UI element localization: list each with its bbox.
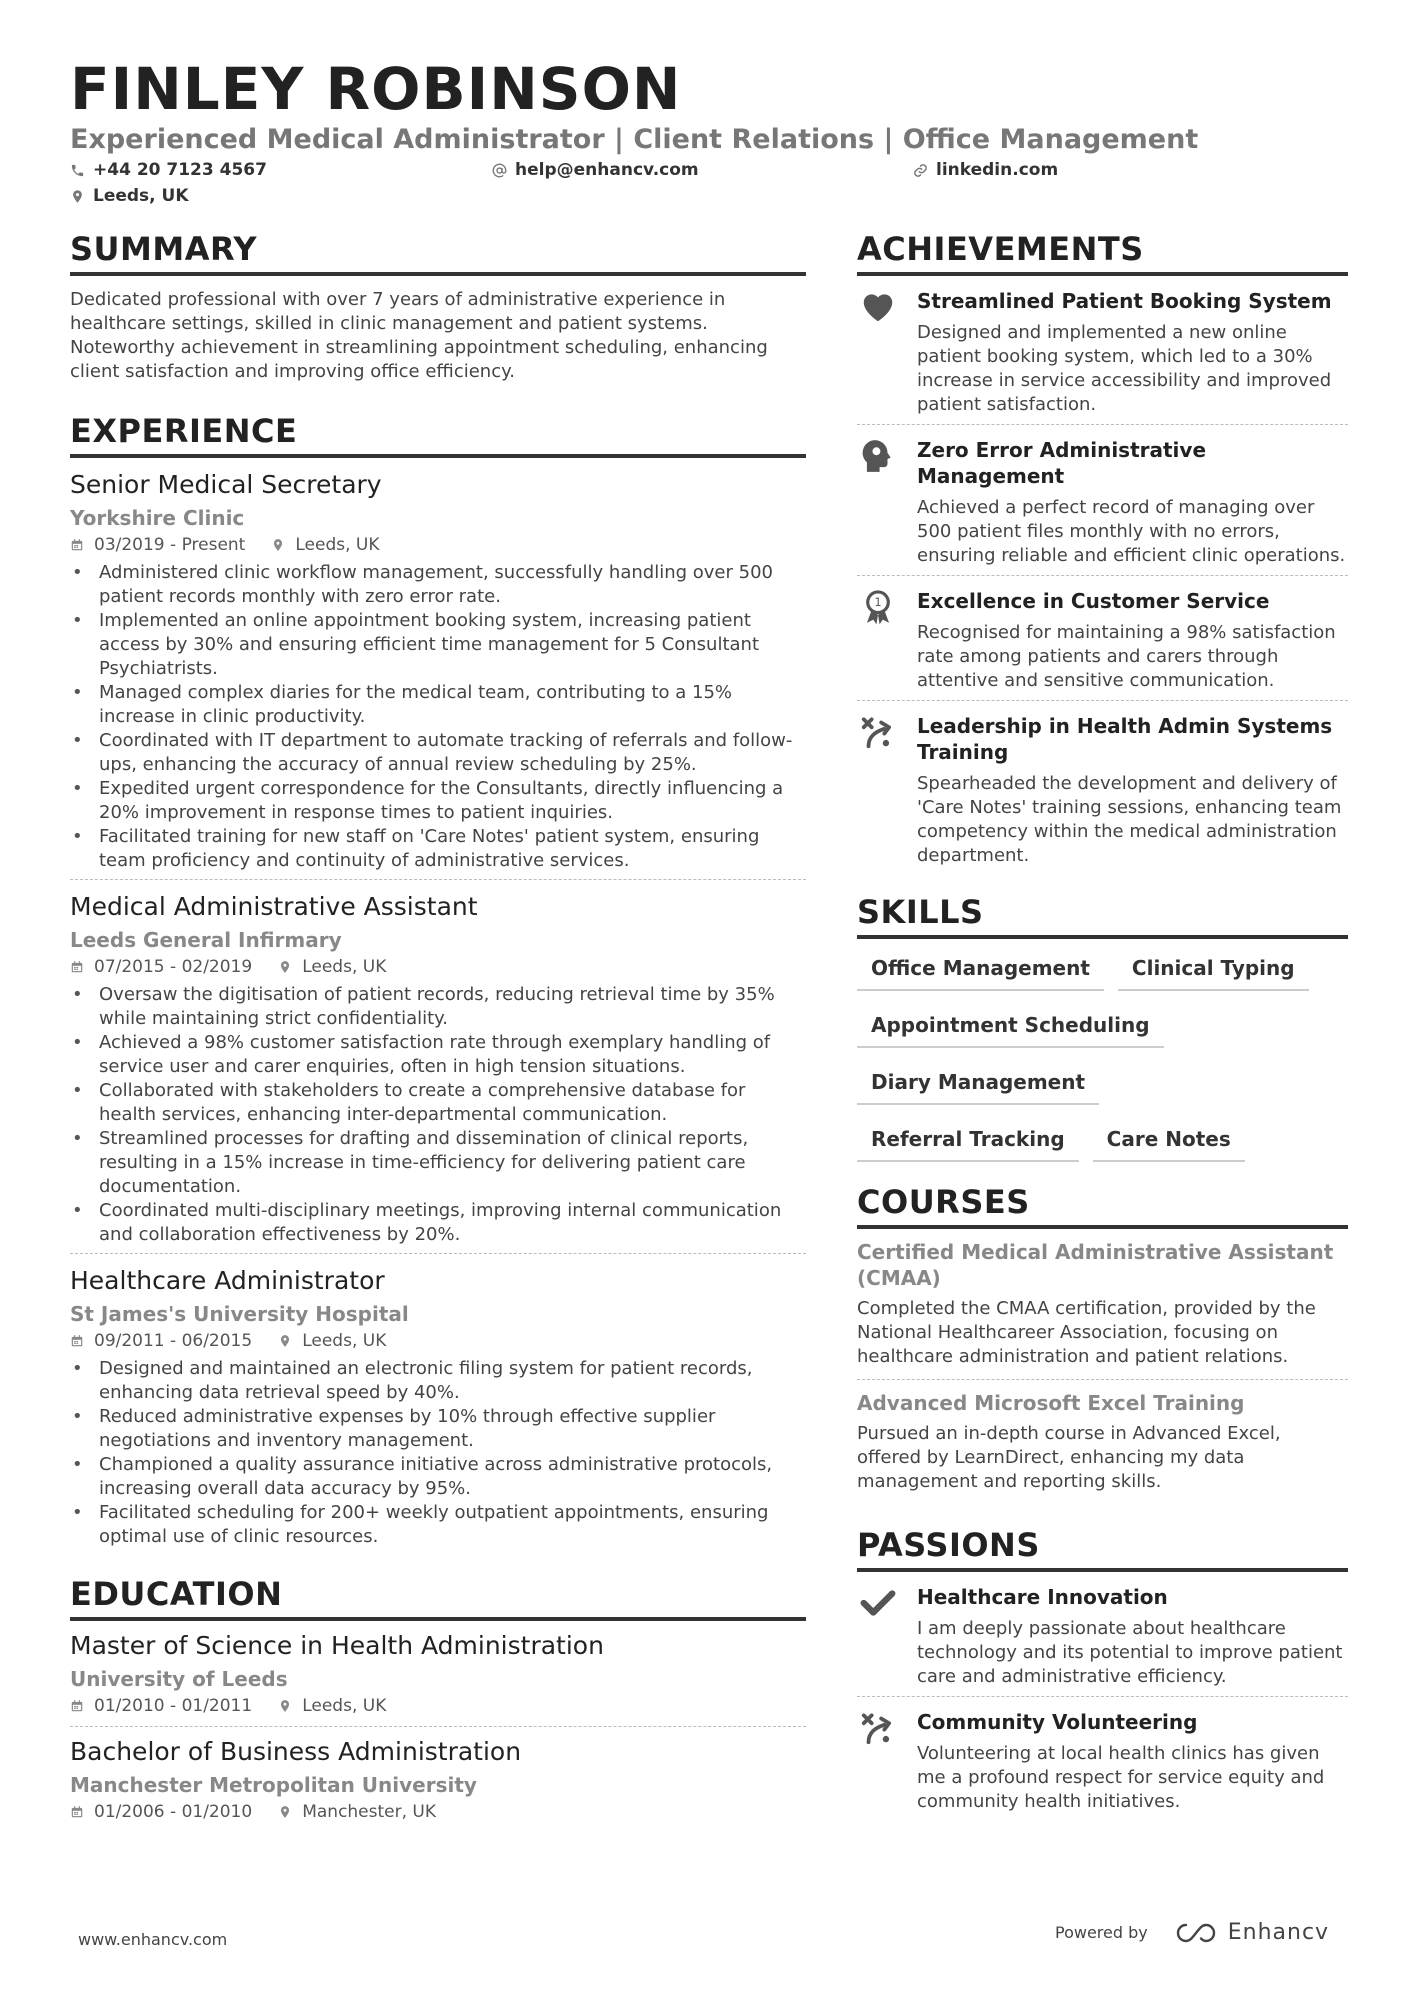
date-text: 01/2010 - 01/2011	[94, 1696, 253, 1716]
education-entry	[70, 1726, 806, 1832]
passion-item-description: Volunteering at local health clinics has given me a profound respect for service equity and community health initiatives.	[917, 1743, 1325, 1812]
job-location	[278, 955, 386, 979]
bullet-item: • Facilitated training for new staff on 'Care Notes' patient system, ensuring team proficiency and continuity of administrative services.	[70, 825, 806, 873]
calendar-icon	[70, 1805, 94, 1819]
location-pin-icon-svg	[278, 1334, 292, 1348]
date-text: 09/2011 - 06/2015	[94, 1331, 253, 1351]
location-pin-icon-svg	[278, 960, 292, 974]
contact-email	[492, 160, 699, 180]
at-icon	[492, 163, 507, 178]
calendar-icon	[70, 960, 94, 974]
footer-website[interactable]: www.enhancv.com	[78, 1930, 228, 1949]
skills-section	[857, 891, 1348, 1179]
degree-title: Bachelor of Business Administration	[70, 1737, 522, 1766]
strategy-icon	[859, 1709, 897, 1814]
achievement-item-description: Recognised for maintaining a 98% satisfaction rate among patients and carers through attentive and sensitive communication.	[917, 622, 1336, 691]
location-pin-icon	[70, 189, 85, 204]
icon-wrapper	[857, 1584, 917, 1689]
location-pin-icon	[278, 1805, 302, 1819]
summary-section	[70, 228, 806, 384]
contact-phone	[70, 160, 267, 180]
date-location-row	[70, 533, 806, 557]
passion-item-title: Community Volunteering	[917, 1710, 1198, 1734]
achievement-bullets	[70, 561, 806, 873]
job-location	[278, 1800, 436, 1824]
location-text: Leeds, UK	[93, 186, 189, 206]
passion-item-body	[917, 1709, 1348, 1814]
enhancv-logo-icon	[1174, 1921, 1220, 1945]
degree-title: Master of Science in Health Administration	[70, 1631, 604, 1660]
passion-item	[857, 1696, 1348, 1821]
skill-tag: Office Management	[857, 951, 1104, 991]
company-name: Leeds General Infirmary	[70, 928, 342, 952]
bullet-item: • Achieved a 98% customer satisfaction rate through exemplary handling of service user and carer enquiries, often in high tension situations.	[70, 1031, 806, 1079]
heart-icon-svg	[859, 288, 897, 326]
location-pin-icon	[278, 1699, 302, 1713]
strategy-icon-svg	[859, 713, 897, 751]
achievements-heading: ACHIEVEMENTS	[857, 228, 1348, 276]
icon-wrapper	[857, 288, 917, 417]
skill-tag: Diary Management	[857, 1065, 1099, 1105]
candidate-name: FINLEY ROBINSON	[70, 55, 682, 123]
bullet-item: • Facilitated scheduling for 200+ weekly outpatient appointments, ensuring optimal use of clinic resources.	[70, 1501, 806, 1549]
achievement-bullets	[70, 1357, 806, 1549]
experience-entry	[70, 879, 806, 1253]
strategy-icon-svg	[859, 1709, 897, 1747]
education-heading: EDUCATION	[70, 1573, 806, 1621]
company-name: St James's University Hospital	[70, 1302, 409, 1326]
education-section	[70, 1573, 806, 1832]
location-pin-icon	[271, 538, 295, 552]
checkmark-icon-svg	[859, 1584, 897, 1622]
icon-wrapper	[857, 713, 917, 868]
course-entry	[857, 1229, 1348, 1379]
skills-list	[857, 951, 1348, 1179]
achievement-item-title: Leadership in Health Admin Systems Training	[917, 714, 1333, 764]
date-text: 01/2006 - 01/2010	[94, 1802, 253, 1822]
course-description: Completed the CMAA certification, provided by the National Healthcareer Association, focusing on healthcare administration and patient relations.	[857, 1298, 1316, 1367]
school-name: Manchester Metropolitan University	[70, 1773, 477, 1797]
bullet-item: • Coordinated with IT department to automate tracking of referrals and follow-ups, enhancing the accuracy of annual review scheduling by 25%.	[70, 729, 806, 777]
email-link[interactable]: help@enhancv.com	[515, 160, 699, 180]
calendar-icon	[70, 1699, 94, 1713]
achievement-item-body	[917, 288, 1348, 417]
candidate-headline: Experienced Medical Administrator | Client Relations | Office Management	[70, 124, 1199, 155]
location-text: Leeds, UK	[295, 535, 380, 555]
calendar-icon-svg	[70, 1699, 84, 1713]
bullet-item: • Implemented an online appointment booking system, increasing patient access by 30% and ensuring efficient time management for 5 Consultant Psychiatrists.	[70, 609, 806, 681]
job-location	[271, 533, 379, 557]
skill-tag: Referral Tracking	[857, 1122, 1079, 1162]
experience-entry	[70, 1253, 806, 1555]
passion-item-body	[917, 1584, 1348, 1689]
achievement-item-description: Spearheaded the development and delivery of 'Care Notes' training sessions, enhancing team competency within the medical administration department.	[917, 773, 1342, 866]
education-entry	[70, 1621, 806, 1726]
calendar-icon-svg	[70, 538, 84, 552]
location-pin-icon	[278, 1334, 302, 1348]
enhancv-logo[interactable]	[1174, 1920, 1329, 1945]
achievement-item	[857, 575, 1348, 700]
passion-item-description: I am deeply passionate about healthcare technology and its potential to improve patient care and administrative efficiency.	[917, 1618, 1343, 1687]
school-name: University of Leeds	[70, 1667, 288, 1691]
icon-wrapper	[857, 1709, 917, 1814]
strategy-icon	[859, 713, 897, 868]
achievement-item	[857, 424, 1348, 575]
location-pin-icon	[278, 960, 302, 974]
date-range	[70, 533, 245, 557]
experience-list	[70, 458, 806, 1555]
bullet-item: • Managed complex diaries for the medical team, contributing to a 15% increase in clinic productivity.	[70, 681, 806, 729]
location-pin-icon-svg	[278, 1699, 292, 1713]
bullet-item: • Collaborated with stakeholders to create a comprehensive database for health services, enhancing inter-departmental communication.	[70, 1079, 806, 1127]
checkmark-icon	[859, 1584, 897, 1689]
icon-wrapper	[857, 588, 917, 693]
location-text: Leeds, UK	[302, 1696, 387, 1716]
job-location	[278, 1694, 386, 1718]
head-icon-svg	[859, 437, 897, 475]
courses-list	[857, 1229, 1348, 1504]
right-column	[857, 228, 1348, 1821]
passion-item	[857, 1572, 1348, 1696]
skill-tag: Care Notes	[1093, 1122, 1245, 1162]
phone-text: +44 20 7123 4567	[93, 160, 267, 180]
date-location-row	[70, 1329, 806, 1353]
calendar-icon	[70, 538, 94, 552]
experience-heading: EXPERIENCE	[70, 410, 806, 458]
passions-section	[857, 1524, 1348, 1821]
job-title: Healthcare Administrator	[70, 1266, 385, 1295]
location-text: Leeds, UK	[302, 957, 387, 977]
date-text: 07/2015 - 02/2019	[94, 957, 253, 977]
achievement-bullets	[70, 983, 806, 1247]
skill-tag: Clinical Typing	[1118, 951, 1309, 991]
company-name: Yorkshire Clinic	[70, 506, 245, 530]
date-range	[70, 1800, 252, 1824]
date-range	[70, 1329, 252, 1353]
job-title: Medical Administrative Assistant	[70, 892, 478, 921]
courses-heading: COURSES	[857, 1181, 1348, 1229]
calendar-icon-svg	[70, 1334, 84, 1348]
experience-entry	[70, 458, 806, 879]
achievement-item-body	[917, 588, 1348, 693]
location-pin-icon-svg	[271, 538, 285, 552]
calendar-icon-svg	[70, 960, 84, 974]
bullet-item: • Streamlined processes for drafting and dissemination of clinical reports, resulting in a 15% increase in time-efficiency for delivering patient care documentation.	[70, 1127, 806, 1199]
achievement-item	[857, 700, 1348, 875]
heart-icon	[859, 288, 897, 417]
date-location-row	[70, 1694, 806, 1718]
skill-tag: Appointment Scheduling	[857, 1008, 1164, 1048]
award-icon-svg	[859, 588, 897, 626]
job-location	[278, 1329, 386, 1353]
bullet-item: • Designed and maintained an electronic filing system for patient records, enhancing data retrieval speed by 40%.	[70, 1357, 806, 1405]
achievement-item-description: Designed and implemented a new online patient booking system, which led to a 30% increase in service accessibility and improved patient satisfaction.	[917, 322, 1332, 415]
achievement-item-title: Zero Error Administrative Management	[917, 438, 1207, 488]
course-title: Certified Medical Administrative Assistant (CMAA)	[857, 1240, 1334, 1290]
powered-by-text: Powered by	[1055, 1923, 1148, 1942]
location-pin-icon-svg	[278, 1805, 292, 1819]
experience-section	[70, 410, 806, 1555]
courses-section	[857, 1181, 1348, 1504]
course-title: Advanced Microsoft Excel Training	[857, 1391, 1245, 1415]
skills-heading: SKILLS	[857, 891, 1348, 939]
achievement-item-body	[917, 437, 1348, 568]
bullet-item: • Reduced administrative expenses by 10% through effective supplier negotiations and inventory management.	[70, 1405, 806, 1453]
achievements-list	[857, 276, 1348, 875]
link-icon	[913, 163, 928, 178]
achievement-item-description: Achieved a perfect record of managing over 500 patient files monthly with no errors, ensuring reliable and efficient clinic operations.	[917, 497, 1346, 566]
passion-item-title: Healthcare Innovation	[917, 1585, 1168, 1609]
summary-heading: SUMMARY	[70, 228, 806, 276]
date-location-row	[70, 955, 806, 979]
date-range	[70, 1694, 252, 1718]
education-list	[70, 1621, 806, 1832]
passions-list	[857, 1572, 1348, 1821]
achievements-section	[857, 228, 1348, 875]
head-icon	[859, 437, 897, 568]
achievement-item-body	[917, 713, 1348, 868]
calendar-icon	[70, 1334, 94, 1348]
bullet-item: • Expedited urgent correspondence for the Consultants, directly influencing a 20% improvement in response times to patient inquiries.	[70, 777, 806, 825]
course-description: Pursued an in-depth course in Advanced Excel, offered by LearnDirect, enhancing my data management and reporting skills.	[857, 1423, 1281, 1492]
date-range	[70, 955, 252, 979]
achievement-item-title: Streamlined Patient Booking System	[917, 289, 1332, 313]
passions-heading: PASSIONS	[857, 1524, 1348, 1572]
footer-branding	[1055, 1920, 1329, 1945]
bullet-item: • Coordinated multi-disciplinary meetings, improving internal communication and collaboration effectiveness by 20%.	[70, 1199, 806, 1247]
location-text: Leeds, UK	[302, 1331, 387, 1351]
achievement-item	[857, 276, 1348, 424]
icon-wrapper	[857, 437, 917, 568]
summary-text: Dedicated professional with over 7 years of administrative experience in healthcare settings, skilled in clinic management and patient systems. Noteworthy achievement in streamlining appointment scheduling, enhancing client satisfaction and improving office efficiency.	[70, 289, 768, 382]
left-column	[70, 228, 806, 1832]
bullet-item: • Administered clinic workflow management, successfully handling over 500 patient records monthly with zero error rate.	[70, 561, 806, 609]
contact-linkedin	[913, 160, 1058, 180]
date-text: 03/2019 - Present	[94, 535, 246, 555]
award-icon	[859, 588, 897, 693]
course-entry	[857, 1379, 1348, 1504]
achievement-item-title: Excellence in Customer Service	[917, 589, 1270, 613]
linkedin-link[interactable]: linkedin.com	[936, 160, 1059, 180]
bullet-item: • Championed a quality assurance initiative across administrative protocols, increasing overall data accuracy by 95%.	[70, 1453, 806, 1501]
job-title: Senior Medical Secretary	[70, 470, 382, 499]
bullet-item: • Oversaw the digitisation of patient records, reducing retrieval time by 35% while maintaining strict confidentiality.	[70, 983, 806, 1031]
date-location-row	[70, 1800, 806, 1824]
contact-location	[70, 186, 189, 206]
enhancv-logo-text: Enhancv	[1227, 1920, 1330, 1945]
phone-icon	[70, 163, 85, 178]
location-text: Manchester, UK	[302, 1802, 437, 1822]
svg-text:1: 1	[874, 596, 882, 610]
calendar-icon-svg	[70, 1805, 84, 1819]
